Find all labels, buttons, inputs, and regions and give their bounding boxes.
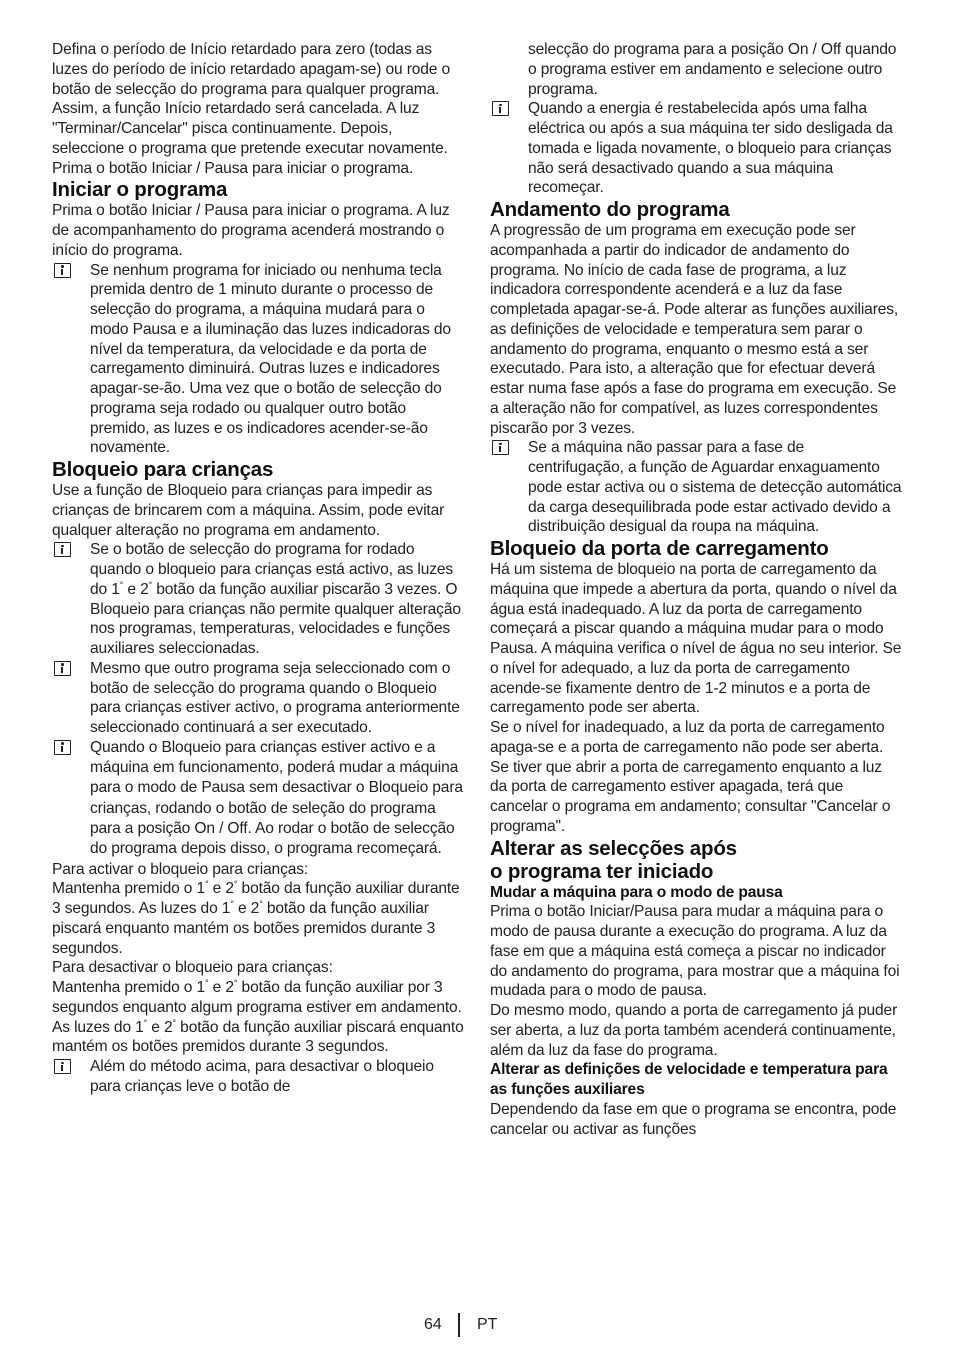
heading-andamento-programa: Andamento do programa: [490, 198, 730, 221]
note-desactivar-text: Além do método acima, para desactivar o bloqueio para crianças leve o botão de: [90, 1058, 434, 1095]
activar-paragraph: Mantenha premido o 1° e 2° botão da função auxiliar durante 3 segundos. As luzes do 1° e 2° botão da função auxiliar piscará enquanto mantém os botões premidos durante 3 segundos.: [52, 879, 460, 957]
left-column: [52, 40, 466, 1097]
heading-alterar-line-2: o programa ter iniciado: [490, 859, 714, 883]
note-bloqueio-3-text: Quando o Bloqueio para crianças estiver activo e a máquina em funcionamento, poderá mudar a máquina para o modo de Pausa sem desactivar o Bloqueio para crianças, rodando o botão de seleção do programa para a posição On / Off. Ao rodar o botão de selecção do programa depois disso, o programa recomeçará.: [90, 738, 463, 858]
pausa-paragraph-2: Do mesmo modo, quando a porta de carregamento já puder ser aberta, a luz da porta também acenderá continuamente, além da luz da fase do programa.: [490, 1002, 898, 1059]
porta-paragraph-1: Há um sistema de bloqueio na porta de carregamento da máquina que impede a abertura da porta, quando o nível da água está inadequado. A luz da porta de carregamento começará a piscar quando a máquina mudar para o modo Pausa. A máquina verifica o nível de água no seu interior. Se o nível for adequado, a luz da porta de carregamento acende-se fixamente dentro de 1-2 minutos e a porta de carregamento pode ser aberta.: [490, 561, 902, 717]
note-bloqueio-1: [52, 540, 466, 659]
activar-title: Para activar o bloqueio para crianças:: [52, 860, 309, 878]
heading-iniciar-programa: Iniciar o programa: [52, 178, 228, 202]
info-icon: [54, 1059, 71, 1074]
note-continuation-text: selecção do programa para a posição On / Off quando o programa estiver em andamento e selecione outro programa.: [528, 41, 897, 98]
note-iniciar-text: Se nenhum programa for iniciado ou nenhuma tecla premida dentro de 1 minuto durante o processo de selecção do programa, a máquina mudará para o modo Pausa e a iluminação das luzes indicadoras do nível da temperatura, da velocidade e da porta de carregamento diminuirá. Outras luzes e indicadores apagar-se-ão. Uma vez que o botão de selecção do programa seja rodado ou qualquer outro botão premido, as luzes e os indicadores acender-se-ão novamente.: [90, 261, 451, 457]
bloqueio-paragraph: Use a função de Bloqueio para crianças para impedir as crianças de brincarem com a máquina. Assim, pode evitar qualquer alteração no programa em andamento.: [52, 482, 445, 539]
note-desactivar: [52, 1057, 466, 1097]
subheading-modo-pausa: Mudar a máquina para o modo de pausa: [490, 883, 783, 901]
iniciar-paragraph: Prima o botão Iniciar / Pausa para iniciar o programa. A luz de acompanhamento do programa acenderá mostrando o início do programa.: [52, 202, 450, 259]
note-continuation: [490, 40, 902, 99]
note-energia-text: Quando a energia é restabelecida após uma falha eléctrica ou após a sua máquina ter sido desligada da tomada e ligada novamente, o bloqueio para crianças não será desactivado quando a sua máquina recomeçar.: [528, 100, 893, 197]
note-bloqueio-2-text: Mesmo que outro programa seja seleccionado com o botão de selecção do programa quando o Bloqueio para crianças estiver activo, o programa anteriormente seleccionado continuará a ser executado.: [90, 659, 460, 736]
info-icon: [54, 263, 71, 278]
heading-bloqueio-porta: Bloqueio da porta de carregamento: [490, 537, 829, 560]
note-iniciar: [52, 261, 466, 459]
info-icon: [492, 101, 509, 116]
note-bloqueio-2: [52, 659, 466, 738]
info-icon: [54, 740, 71, 755]
definicoes-paragraph: Dependendo da fase em que o programa se encontra, pode cancelar ou activar as funções: [490, 1100, 897, 1138]
porta-paragraph-2: Se o nível for inadequado, a luz da porta de carregamento apaga-se e a porta de carregamento não pode ser aberta. Se tiver que abrir a porta de carregamento enquanto a luz da porta de carregamento estiver apagada, terá que cancelar o programa em andamento; consultar "Cancelar o programa".: [490, 719, 891, 835]
andamento-paragraph: A progressão de um programa em execução pode ser acompanhada a partir do indicador de andamento do programa. No início de cada fase de programa, a luz indicadora correspondente acenderá e a luz da fase completada apagar-se-á. Pode alterar as funções auxiliares, as definições de velocidade e temperatura sem parar o andamento do programa, enquanto o mesmo está a ser executado. Para isto, a alteração que for efectuar deverá estar numa fase após a fase do programa em execução. Se a alteração não for compatível, as luzes correspondentes piscarão por 3 vezes.: [490, 222, 899, 437]
note-energia: [490, 99, 902, 198]
info-icon: [54, 542, 71, 557]
note-bloqueio-3: [52, 738, 466, 860]
heading-alterar-line-1: Alterar as selecções após: [490, 836, 737, 860]
heading-bloqueio-criancas: Bloqueio para crianças: [52, 458, 274, 481]
note-andamento-text: Se a máquina não passar para a fase de centrifugação, a função de Aguardar enxaguamento pode estar activa ou o sistema de detecção automática da carga desequilibrada pode estar activado devido a distribuição desigual da roupa na máquina.: [528, 439, 902, 536]
pausa-paragraph-1: Prima o botão Iniciar/Pausa para mudar a máquina para o modo de pausa durante a execução do programa. A luz da fase em que a máquina está começa a piscar no indicador do andamento do programa, para mostrar que a máquina foi mudada para o modo de pausa.: [490, 903, 900, 1000]
desactivar-paragraph: Mantenha premido o 1° e 2° botão da função auxiliar por 3 segundos enquanto algum programa estiver em andamento. As luzes do 1° e 2° botão da função auxiliar piscará enquanto mantém os botões premidos durante 3 segundos.: [52, 977, 464, 1056]
subheading-definicoes: Alterar as definições de velocidade e temperatura para as funções auxiliares: [490, 1061, 888, 1098]
language-code: PT: [477, 1316, 498, 1333]
right-column: [490, 40, 902, 1139]
note-andamento: [490, 438, 902, 537]
page-number: 64: [424, 1316, 442, 1333]
note-bloqueio-1-text: Se o botão de selecção do programa for rodado quando o bloqueio para crianças está activo, as luzes do 1° e 2° botão da função auxiliar piscarão 3 vezes. O Bloqueio para crianças não permite qualquer alteração nos programas, temperaturas, velocidades e funções auxiliares seleccionadas.: [90, 541, 461, 657]
intro-paragraph: Defina o período de Início retardado para zero (todas as luzes do período de início retardado apagam-se) ou rode o botão de selecção do programa para qualquer programa. Assim, a função Início retardado será cancelada. A luz "Terminar/Cancelar" pisca continuamente. Depois, seleccione o programa que pretende executar novamente. Prima o botão Iniciar / Pausa para iniciar o programa.: [52, 41, 451, 177]
footer-divider: [458, 1313, 460, 1337]
desactivar-title: Para desactivar o bloqueio para crianças:: [52, 959, 333, 977]
info-icon: [54, 661, 71, 676]
info-icon: [492, 440, 509, 455]
